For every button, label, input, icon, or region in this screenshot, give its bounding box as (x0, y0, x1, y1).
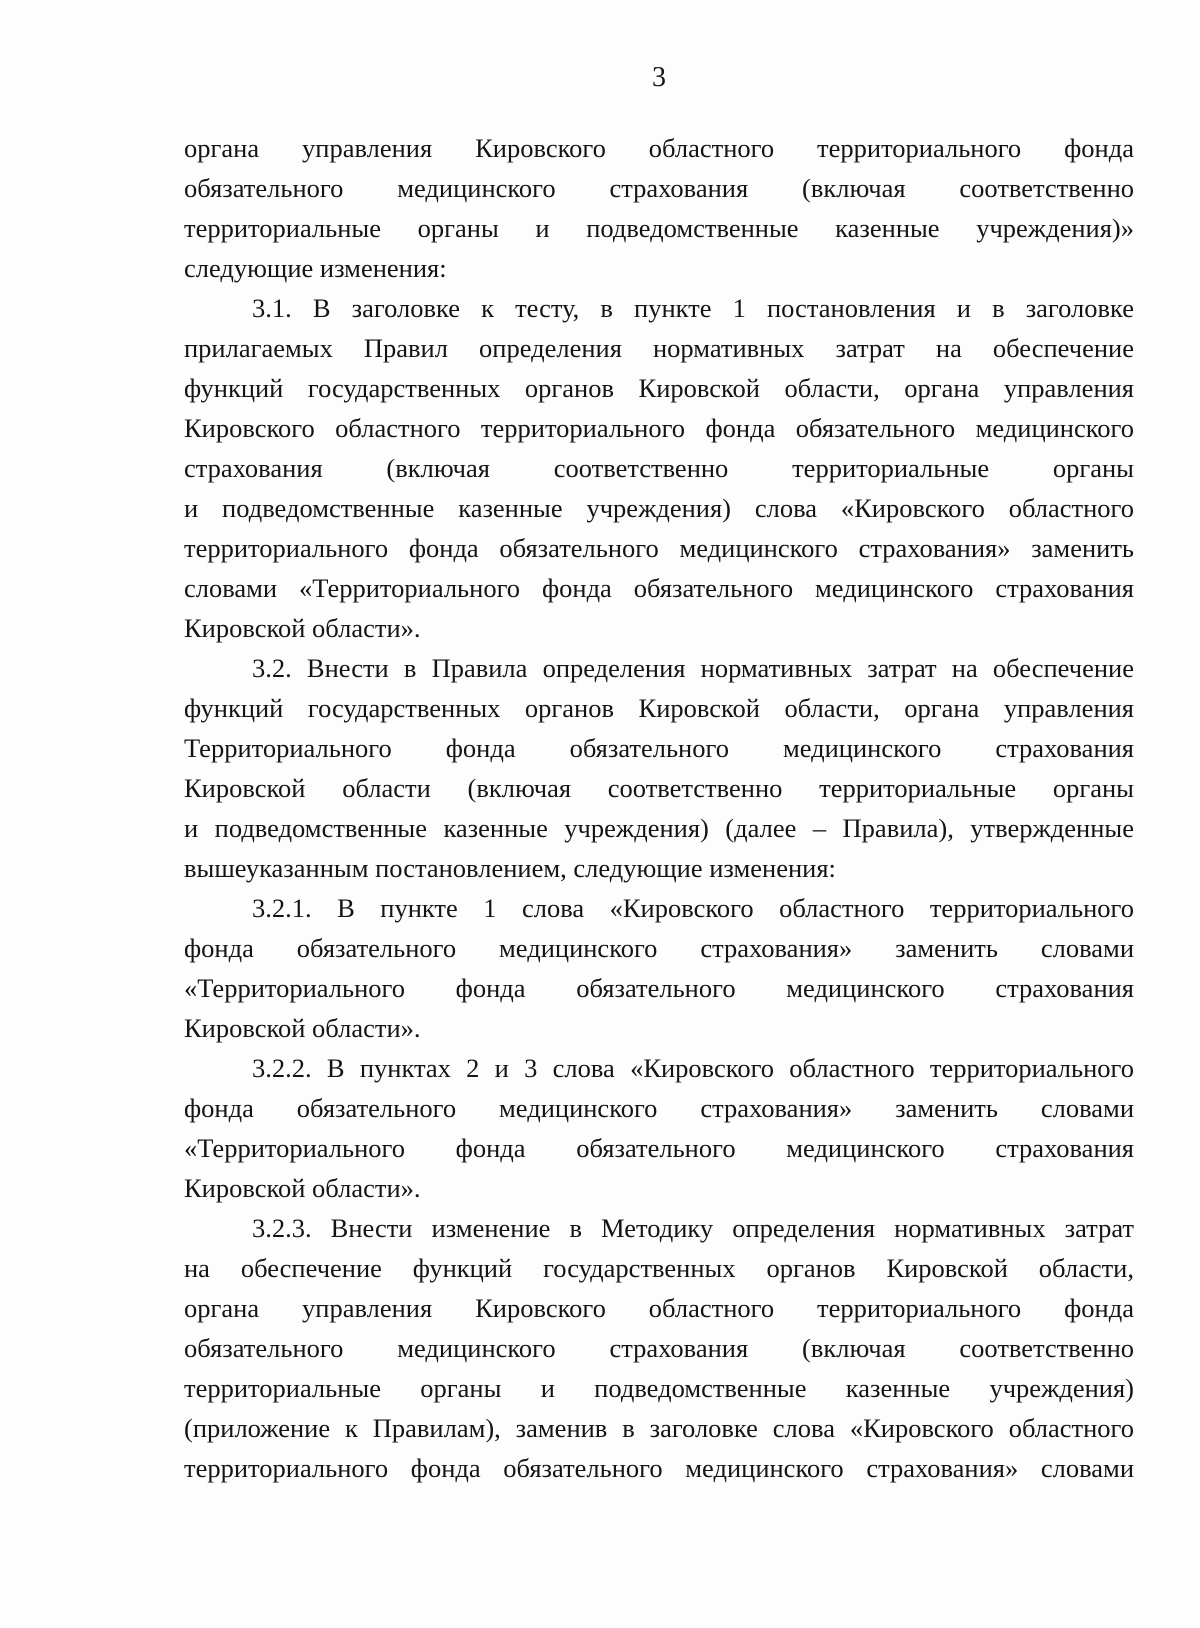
paragraph (184, 1048, 1134, 1208)
text-line: территориальные органы и подведомственные казенные учреждения)» (184, 213, 1134, 243)
text-line: Кировской области». (184, 1173, 421, 1203)
text-line: территориального фонда обязательного медицинского страхования» словами (184, 1453, 1134, 1483)
text-line: обязательного медицинского страхования (включая соответственно (184, 1333, 1134, 1363)
text-line: 3.2.3. Внести изменение в Методику определения нормативных затрат (252, 1213, 1134, 1243)
text-line: обязательного медицинского страхования (включая соответственно (184, 173, 1134, 203)
page-number: 3 (652, 62, 666, 93)
text-line: прилагаемых Правил определения нормативных затрат на обеспечение (184, 333, 1134, 363)
paragraph (184, 888, 1134, 1048)
paragraph (184, 1208, 1134, 1488)
text-line: фонда обязательного медицинского страхования» заменить словами (184, 933, 1134, 963)
paragraph (184, 288, 1134, 648)
text-line: следующие изменения: (184, 253, 447, 283)
text-line: фонда обязательного медицинского страхования» заменить словами (184, 1093, 1134, 1123)
paragraph (184, 128, 1134, 288)
text-line: на обеспечение функций государственных органов Кировской области, (184, 1253, 1134, 1283)
text-line: функций государственных органов Кировской области, органа управления (184, 693, 1134, 723)
text-line: 3.2.1. В пункте 1 слова «Кировского областного территориального (252, 893, 1134, 923)
text-line: территориального фонда обязательного медицинского страхования» заменить (184, 533, 1134, 563)
text-line: страхования (включая соответственно территориальные органы (184, 453, 1134, 483)
text-line: Кировского областного территориального фонда обязательного медицинского (184, 413, 1134, 443)
text-line: вышеуказанным постановлением, следующие изменения: (184, 853, 836, 883)
paragraph (184, 648, 1134, 888)
text-line: «Территориального фонда обязательного медицинского страхования (184, 973, 1134, 1003)
text-line: Кировской области (включая соответственно территориальные органы (184, 773, 1134, 803)
text-line: Кировской области». (184, 1013, 421, 1043)
text-line: 3.2. Внести в Правила определения нормативных затрат на обеспечение (252, 653, 1134, 683)
text-line: органа управления Кировского областного территориального фонда (184, 133, 1134, 163)
text-line: функций государственных органов Кировской области, органа управления (184, 373, 1134, 403)
text-line: 3.2.2. В пунктах 2 и 3 слова «Кировского областного территориального (252, 1053, 1134, 1083)
text-line: Кировской области». (184, 613, 421, 643)
text-line: «Территориального фонда обязательного медицинского страхования (184, 1133, 1134, 1163)
text-line: словами «Территориального фонда обязательного медицинского страхования (184, 573, 1134, 603)
text-line: Территориального фонда обязательного медицинского страхования (184, 733, 1134, 763)
text-line: органа управления Кировского областного территориального фонда (184, 1293, 1134, 1323)
text-line: 3.1. В заголовке к тесту, в пункте 1 постановления и в заголовке (252, 293, 1134, 323)
text-line: и подведомственные казенные учреждения) (далее – Правила), утвержденные (184, 813, 1134, 843)
text-line: (приложение к Правилам), заменив в заголовке слова «Кировского областного (184, 1413, 1134, 1443)
text-line: территориальные органы и подведомственные казенные учреждения) (184, 1373, 1134, 1403)
document-body (184, 128, 1134, 1488)
text-line: и подведомственные казенные учреждения) слова «Кировского областного (184, 493, 1134, 523)
